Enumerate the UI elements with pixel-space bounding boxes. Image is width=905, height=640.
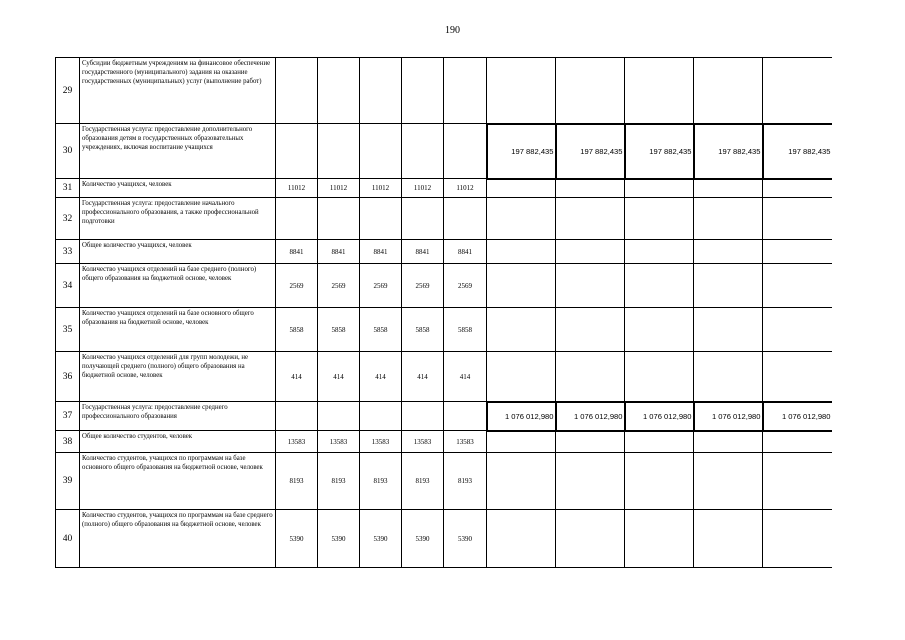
row-description: Количество учащихся, человек bbox=[80, 179, 276, 198]
amount-cell: 197 882,435 bbox=[556, 124, 625, 179]
amount-cell bbox=[625, 264, 694, 308]
table-row bbox=[56, 431, 832, 453]
table-row bbox=[56, 453, 832, 510]
table-row bbox=[56, 240, 832, 264]
quantity-cell: 11012 bbox=[360, 179, 402, 198]
budget-table bbox=[55, 57, 832, 568]
quantity-cell: 5858 bbox=[360, 308, 402, 352]
quantity-cell: 2569 bbox=[360, 264, 402, 308]
amount-cell bbox=[487, 510, 556, 568]
row-number: 30 bbox=[56, 124, 80, 179]
amount-cell bbox=[694, 352, 763, 402]
quantity-cell: 8193 bbox=[360, 453, 402, 510]
table-row bbox=[56, 510, 832, 568]
amount-cell bbox=[763, 308, 832, 352]
row-number: 33 bbox=[56, 240, 80, 264]
row-description: Общее количество учащихся, человек bbox=[80, 240, 276, 264]
table-row bbox=[56, 124, 832, 179]
quantity-cell: 11012 bbox=[318, 179, 360, 198]
quantity-cell bbox=[318, 198, 360, 240]
amount-cell bbox=[556, 308, 625, 352]
quantity-cell: 8193 bbox=[276, 453, 318, 510]
quantity-cell: 8193 bbox=[318, 453, 360, 510]
row-number: 36 bbox=[56, 352, 80, 402]
row-number: 34 bbox=[56, 264, 80, 308]
quantity-cell bbox=[402, 402, 444, 431]
amount-cell: 1 076 012,980 bbox=[625, 402, 694, 431]
amount-cell bbox=[625, 431, 694, 453]
amount-cell bbox=[694, 431, 763, 453]
row-description: Субсидии бюджетным учреждениям на финансовое обеспечение государственного (муниципального) задания на оказание государственных (муниципальных) услуг (выполнение работ) bbox=[80, 58, 276, 124]
quantity-cell bbox=[444, 58, 487, 124]
amount-cell bbox=[694, 453, 763, 510]
quantity-cell bbox=[444, 198, 487, 240]
quantity-cell: 13583 bbox=[360, 431, 402, 453]
amount-cell bbox=[694, 179, 763, 198]
quantity-cell bbox=[402, 124, 444, 179]
row-number: 40 bbox=[56, 510, 80, 568]
amount-cell: 1 076 012,980 bbox=[556, 402, 625, 431]
amount-cell bbox=[625, 240, 694, 264]
quantity-cell bbox=[276, 124, 318, 179]
amount-cell bbox=[694, 264, 763, 308]
quantity-cell bbox=[360, 58, 402, 124]
row-description: Количество студентов, учащихся по программам на базе среднего (полного) общего образования на бюджетной основе, человек bbox=[80, 510, 276, 568]
amount-cell: 197 882,435 bbox=[487, 124, 556, 179]
amount-cell bbox=[694, 308, 763, 352]
quantity-cell bbox=[402, 58, 444, 124]
amount-cell bbox=[694, 510, 763, 568]
amount-cell bbox=[625, 453, 694, 510]
quantity-cell: 8841 bbox=[444, 240, 487, 264]
table-row bbox=[56, 58, 832, 124]
amount-cell bbox=[763, 58, 832, 124]
quantity-cell: 13583 bbox=[318, 431, 360, 453]
quantity-cell: 5390 bbox=[444, 510, 487, 568]
quantity-cell: 5858 bbox=[402, 308, 444, 352]
quantity-cell bbox=[360, 198, 402, 240]
quantity-cell: 13583 bbox=[444, 431, 487, 453]
row-number: 35 bbox=[56, 308, 80, 352]
quantity-cell bbox=[318, 402, 360, 431]
row-description: Количество учащихся отделений для групп молодежи, не получающей среднего (полного) общего образования на бюджетной основе, человек bbox=[80, 352, 276, 402]
quantity-cell bbox=[318, 124, 360, 179]
page-number: 190 bbox=[445, 25, 460, 36]
quantity-cell bbox=[444, 124, 487, 179]
quantity-cell: 414 bbox=[360, 352, 402, 402]
table-row bbox=[56, 179, 832, 198]
amount-cell: 1 076 012,980 bbox=[694, 402, 763, 431]
amount-cell bbox=[763, 198, 832, 240]
amount-cell bbox=[487, 308, 556, 352]
quantity-cell: 13583 bbox=[276, 431, 318, 453]
row-number: 32 bbox=[56, 198, 80, 240]
amount-cell bbox=[694, 240, 763, 264]
amount-cell bbox=[487, 352, 556, 402]
amount-cell bbox=[556, 179, 625, 198]
quantity-cell: 11012 bbox=[402, 179, 444, 198]
amount-cell bbox=[556, 352, 625, 402]
amount-cell bbox=[556, 198, 625, 240]
row-description: Общее количество студентов, человек bbox=[80, 431, 276, 453]
amount-cell bbox=[625, 308, 694, 352]
amount-cell bbox=[625, 352, 694, 402]
quantity-cell: 5858 bbox=[444, 308, 487, 352]
table-row bbox=[56, 402, 832, 431]
quantity-cell: 5390 bbox=[360, 510, 402, 568]
row-description: Государственная услуга: предоставление среднего профессионального образования bbox=[80, 402, 276, 431]
quantity-cell: 2569 bbox=[318, 264, 360, 308]
amount-cell bbox=[625, 510, 694, 568]
quantity-cell: 2569 bbox=[402, 264, 444, 308]
amount-cell: 197 882,435 bbox=[763, 124, 832, 179]
quantity-cell: 13583 bbox=[402, 431, 444, 453]
row-description: Государственная услуга: предоставление дополнительного образования детям в государственных образовательных учреждениях, включая воспитание учащихся bbox=[80, 124, 276, 179]
row-number: 31 bbox=[56, 179, 80, 198]
amount-cell bbox=[694, 198, 763, 240]
amount-cell bbox=[556, 58, 625, 124]
amount-cell bbox=[487, 264, 556, 308]
quantity-cell bbox=[360, 124, 402, 179]
row-description: Количество учащихся отделений на базе среднего (полного) общего образования на бюджетной основе, человек bbox=[80, 264, 276, 308]
quantity-cell: 5390 bbox=[402, 510, 444, 568]
quantity-cell: 414 bbox=[444, 352, 487, 402]
amount-cell bbox=[763, 264, 832, 308]
quantity-cell bbox=[444, 402, 487, 431]
row-description: Количество учащихся отделений на базе основного общего образования на бюджетной основе, человек bbox=[80, 308, 276, 352]
quantity-cell: 8841 bbox=[318, 240, 360, 264]
amount-cell bbox=[487, 453, 556, 510]
amount-cell: 1 076 012,980 bbox=[487, 402, 556, 431]
quantity-cell: 11012 bbox=[276, 179, 318, 198]
amount-cell bbox=[487, 179, 556, 198]
quantity-cell: 5390 bbox=[318, 510, 360, 568]
quantity-cell: 414 bbox=[276, 352, 318, 402]
amount-cell bbox=[556, 510, 625, 568]
amount-cell bbox=[487, 198, 556, 240]
quantity-cell: 2569 bbox=[444, 264, 487, 308]
amount-cell: 1 076 012,980 bbox=[763, 402, 832, 431]
quantity-cell: 8841 bbox=[402, 240, 444, 264]
quantity-cell: 8193 bbox=[402, 453, 444, 510]
quantity-cell bbox=[276, 198, 318, 240]
table-row bbox=[56, 308, 832, 352]
amount-cell bbox=[763, 431, 832, 453]
row-description: Количество студентов, учащихся по программам на базе основного общего образования на бюджетной основе, человек bbox=[80, 453, 276, 510]
table-row bbox=[56, 198, 832, 240]
amount-cell bbox=[694, 58, 763, 124]
quantity-cell: 414 bbox=[402, 352, 444, 402]
amount-cell bbox=[487, 58, 556, 124]
quantity-cell: 5858 bbox=[318, 308, 360, 352]
amount-cell bbox=[625, 179, 694, 198]
amount-cell bbox=[763, 179, 832, 198]
quantity-cell bbox=[276, 58, 318, 124]
amount-cell bbox=[763, 240, 832, 264]
quantity-cell: 5858 bbox=[276, 308, 318, 352]
amount-cell bbox=[556, 264, 625, 308]
row-number: 37 bbox=[56, 402, 80, 431]
table-row bbox=[56, 352, 832, 402]
quantity-cell bbox=[360, 402, 402, 431]
amount-cell bbox=[487, 431, 556, 453]
quantity-cell bbox=[276, 402, 318, 431]
amount-cell: 197 882,435 bbox=[694, 124, 763, 179]
quantity-cell: 414 bbox=[318, 352, 360, 402]
amount-cell bbox=[625, 198, 694, 240]
amount-cell bbox=[763, 510, 832, 568]
amount-cell bbox=[763, 352, 832, 402]
amount-cell bbox=[487, 240, 556, 264]
quantity-cell: 8193 bbox=[444, 453, 487, 510]
table-row bbox=[56, 264, 832, 308]
quantity-cell: 8841 bbox=[276, 240, 318, 264]
quantity-cell: 8841 bbox=[360, 240, 402, 264]
amount-cell bbox=[763, 453, 832, 510]
amount-cell bbox=[625, 58, 694, 124]
amount-cell bbox=[556, 431, 625, 453]
row-description: Государственная услуга: предоставление начального профессионального образования, а также профессиональной подготовки bbox=[80, 198, 276, 240]
amount-cell bbox=[556, 453, 625, 510]
quantity-cell bbox=[402, 198, 444, 240]
quantity-cell bbox=[318, 58, 360, 124]
amount-cell bbox=[556, 240, 625, 264]
amount-cell: 197 882,435 bbox=[625, 124, 694, 179]
quantity-cell: 11012 bbox=[444, 179, 487, 198]
quantity-cell: 5390 bbox=[276, 510, 318, 568]
quantity-cell: 2569 bbox=[276, 264, 318, 308]
row-number: 29 bbox=[56, 58, 80, 124]
row-number: 38 bbox=[56, 431, 80, 453]
row-number: 39 bbox=[56, 453, 80, 510]
